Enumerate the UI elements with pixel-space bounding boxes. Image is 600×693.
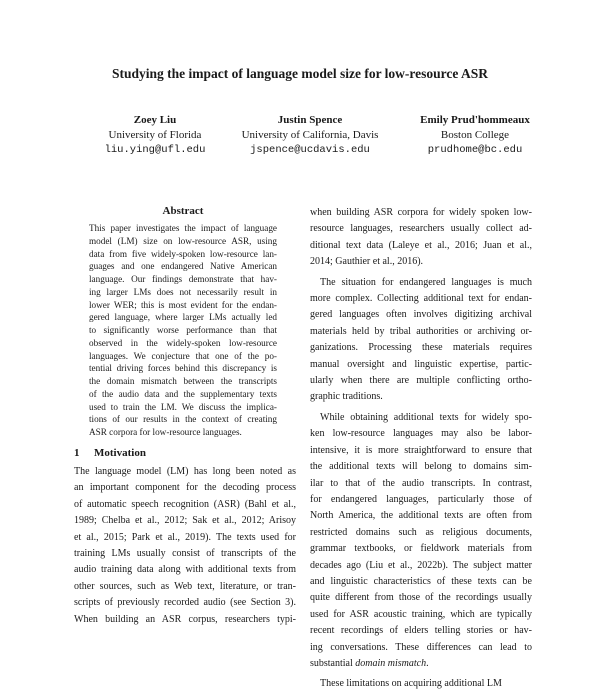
body-line: gered languages often involves digitizing archival	[310, 309, 532, 321]
body-line: intensive, it is more straightforward to ensure that	[310, 444, 532, 456]
body-line: an important component for the decoding process	[74, 482, 296, 494]
body-line: When building an ASR corpus, researchers typi-	[74, 613, 296, 625]
author-name: Justin Spence	[277, 114, 343, 126]
body-line: decades ago (Liu et al., 2022b). The subject matter	[310, 559, 532, 571]
abstract-line: to significantly worse performance than that	[89, 325, 277, 335]
body-line: 1989; Chelba et al., 2012; Sak et al., 2012; Arisoy	[74, 515, 296, 527]
section-number: 1	[74, 447, 80, 459]
body-line: used for ASR acoustic training, which are typically	[310, 608, 532, 620]
abstract-line: of the audio data and the supplementary texts	[89, 388, 277, 399]
abstract-heading: Abstract	[162, 205, 204, 217]
body-line: 2014; Gauthier et al., 2016).	[310, 256, 424, 268]
section-heading-motivation	[74, 447, 146, 459]
author-affiliation: Boston College	[440, 129, 510, 141]
body-line: ing conversations. These differences can lead to	[310, 641, 532, 653]
body-line: for endangered languages, particularly those of	[310, 493, 532, 505]
body-line: grammar textbooks, or fieldwork materials from	[310, 543, 532, 555]
author-block-3	[375, 113, 575, 158]
body-line: materials held by tribal authorities or archiving or-	[310, 325, 532, 337]
body-line: scripts of previously recorded audio (see Section 3).	[74, 597, 296, 609]
abstract-line: observed in the widely-spoken low-resource	[89, 337, 277, 348]
abstract-body	[89, 222, 277, 439]
body-text: .	[426, 657, 429, 669]
abstract-line: lower WER; this is most evident for the endan-	[89, 299, 277, 310]
body-line: when building ASR corpora for widely spoken low-	[310, 207, 532, 218]
emphasized-term: domain mismatch	[355, 657, 427, 669]
body-line: graphic traditions.	[310, 391, 383, 403]
body-line: ularly when there are multiple conflicting ortho-	[310, 375, 532, 387]
body-line: recent recordings of elders telling stories or hav-	[310, 625, 532, 637]
abstract-line: the domain mismatch between the transcripts	[89, 376, 277, 386]
body-line: ganizations. Processing these materials requires	[310, 342, 532, 354]
abstract-line: gered language, where larger LMs actually led	[89, 312, 277, 323]
body-line: ditional text data (Laleye et al., 2016; Juan et al.,	[310, 239, 532, 251]
abstract-line: model (LM) size on low-resource ASR, using	[89, 235, 277, 246]
body-text: substantial	[310, 657, 356, 669]
abstract-line: ing larger LMs does not necessarily result in	[89, 286, 277, 297]
body-line: quite different from those of the recordings usually	[310, 592, 532, 604]
body-line: restricted domains such as religious documents,	[310, 526, 532, 538]
abstract-line: guages and one endangered Native American	[89, 261, 277, 272]
author-email: jspence@ucdavis.edu	[250, 144, 370, 156]
body-line: and linguistic characteristics of these texts can be	[310, 575, 532, 587]
author-email: liu.ying@ufl.edu	[104, 144, 206, 156]
body-line: audio training data along with additional texts from	[74, 564, 296, 576]
body-line: The language model (LM) has long been noted as	[74, 466, 296, 477]
abstract-line: tential driving forces behind this discrepancy is	[89, 363, 277, 374]
body-line: The situation for endangered languages is much	[320, 276, 532, 288]
abstract-line: language. Our findings demonstrate that hav-	[89, 274, 277, 284]
body-line: other sources, such as Web text, literature, or tran-	[74, 580, 296, 592]
body-line: ken low-resource languages may also be labor-	[310, 428, 532, 440]
body-line: et al., 2015; Park et al., 2019). The texts used for	[74, 531, 296, 543]
abstract-line: This paper investigates the impact of language	[89, 223, 277, 233]
body-line: resource languages, researchers usually collect ad-	[310, 223, 532, 235]
author-affiliation: University of California, Davis	[241, 129, 379, 141]
author-name: Zoey Liu	[133, 114, 177, 126]
body-line: the additional texts will belong to domains sim-	[310, 461, 532, 473]
body-line: training LMs usually consist of transcripts of the	[74, 548, 296, 560]
author-affiliation: University of Florida	[108, 129, 202, 141]
abstract-line: tions of our results in the context of creating	[89, 414, 277, 425]
body-line: manual oversight and linguistic expertise, partic-	[310, 358, 532, 370]
abstract-line: ASR corpora for low-resource languages.	[89, 427, 242, 437]
body-line: ilar to that of the audio transcripts. In contrast,	[310, 477, 532, 489]
abstract-line: languages. We conjecture that one of the po-	[89, 350, 277, 361]
section-title: Motivation	[94, 447, 146, 459]
motivation-body-right	[310, 205, 532, 693]
abstract-line: used to train the LM. We discuss the implica-	[89, 401, 277, 412]
paper-title: Studying the impact of language model size for low-resource ASR	[111, 66, 489, 81]
body-line: more complex. Collecting additional text for endan-	[310, 293, 532, 305]
author-email: prudhome@bc.edu	[427, 144, 523, 156]
motivation-body-left	[74, 464, 296, 628]
body-line	[310, 656, 532, 672]
body-line: While obtaining additional texts for widely spo-	[320, 411, 532, 423]
author-name: Emily Prud'hommeaux	[420, 114, 530, 126]
body-line: of automatic speech recognition (ASR) (Bahl et al.,	[74, 498, 296, 510]
body-line: These limitations on acquiring additional LM	[320, 678, 502, 690]
abstract-line: data from five widely-spoken low-resource lan-	[89, 248, 277, 259]
body-line: North America, the additional texts are often from	[310, 510, 532, 522]
